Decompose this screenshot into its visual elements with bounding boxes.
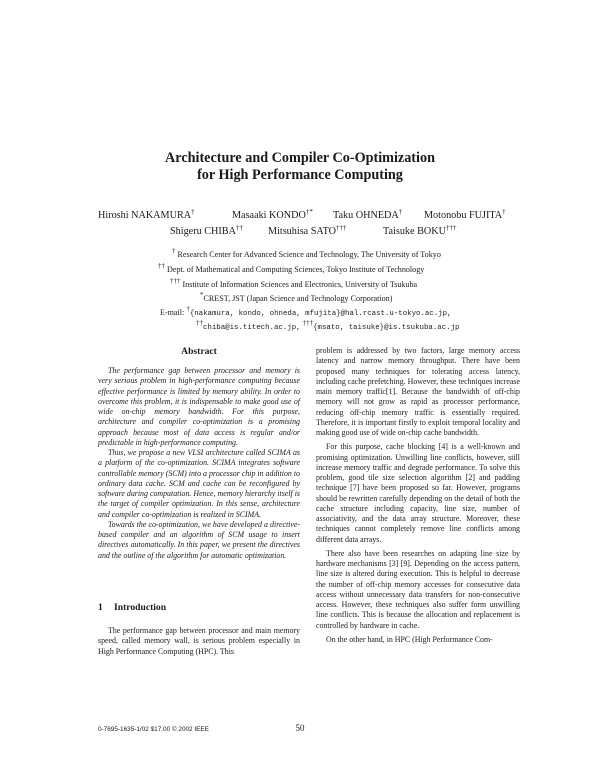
affiliation-text: Research Center for Advanced Science and Technology, The University of Tokyo bbox=[177, 250, 441, 259]
affiliation-1 bbox=[172, 246, 441, 260]
author-name: Masaaki KONDO bbox=[232, 210, 306, 221]
author-mark: ††† bbox=[445, 224, 457, 232]
abstract-paragraph: The performance gap between processor and memory is very serious problem in high-performance computing because effective performance is limited by memory ability. In order to overcome this problem, it is indispensable to make good use of wide on-chip memory bandwidth. For this purpose, architecture and compiler co-optimization is a promising approach because most of data access is regular and/or predictable in high-performance computing. bbox=[98, 366, 300, 447]
author-mark: ††† bbox=[336, 224, 347, 232]
affiliation-text: Dept. of Mathematical and Computing Sciences, Tokyo Institute of Technology bbox=[167, 265, 425, 274]
copyright-notice: 0-7695-1635-1/02 $17.00 © 2002 IEEE bbox=[98, 726, 209, 733]
affiliation-4 bbox=[200, 290, 392, 304]
section-heading bbox=[98, 602, 166, 613]
affiliation-text: CREST, JST (Japan Science and Technology Corporation) bbox=[203, 294, 393, 303]
section-number: 1 bbox=[98, 602, 103, 613]
email-line-1 bbox=[160, 304, 451, 319]
email-mark: †† bbox=[196, 319, 203, 327]
abstract-paragraph: Thus, we propose a new VLSI architecture called SCIMA as a platform of the co-optimization. SCIMA integrates software controllable memory (SCM) into a processor chip in addition to ordinary data cache. SCM and cache can be reconfigured by software during computation. Hence, memory hierarchy itself is the target of compiler optimization. In this sense, architecture and compiler co-optimization is realized in SCIMA. bbox=[98, 448, 300, 519]
paper-title-line2: for High Performance Computing bbox=[197, 167, 403, 183]
author-name: Motonobu FUJITA bbox=[424, 210, 503, 221]
introduction-body bbox=[98, 626, 300, 657]
author-mark: †† bbox=[235, 224, 243, 232]
affiliation-2 bbox=[158, 261, 424, 275]
affiliation-mark: †† bbox=[158, 262, 165, 270]
email-address: {nakamura, kondo, ohneda, mfujita}@hal.rcast.u-tokyo.ac.jp, bbox=[189, 310, 452, 318]
email-mark: ††† bbox=[302, 319, 314, 327]
author-mark: † bbox=[191, 208, 195, 216]
author-mark: † bbox=[398, 208, 403, 216]
author-6 bbox=[268, 224, 347, 237]
author-name: Taku OHNEDA bbox=[333, 210, 399, 221]
body-paragraph: There also have been researches on adapting line size by hardware mechanisms [3] [9]. Depending on the access pattern, line size is altered during execution. This is helpful to decrease the number of off-chip memory accesses for consecutive data access without unnecessary data transfers for non-consecutive access. However, these techniques also suffer form unwilling line conflicts. This is because the allocation and replacement is controlled by hardware in cache. bbox=[316, 548, 520, 630]
right-column-body bbox=[316, 346, 520, 645]
abstract-body bbox=[98, 366, 300, 561]
email-address: {msato, taisuke}@is.tsukuba.ac.jp bbox=[313, 324, 460, 332]
affiliation-mark: † bbox=[172, 247, 176, 255]
author-name: Hiroshi NAKAMURA bbox=[98, 210, 192, 221]
email-line-2 bbox=[196, 318, 459, 333]
author-name: Mitsuhisa SATO bbox=[268, 226, 337, 237]
author-mark: †* bbox=[305, 208, 313, 216]
author-7 bbox=[383, 224, 456, 237]
affiliation-mark: ††† bbox=[170, 277, 181, 285]
paper-title-line1: Architecture and Compiler Co-Optimization bbox=[165, 150, 435, 166]
author-5 bbox=[170, 224, 243, 237]
author-name: Taisuke BOKU bbox=[383, 226, 446, 237]
email-address: chiba@is.titech.ac.jp, bbox=[203, 324, 301, 332]
abstract-paragraph: Towards the co-optimization, we have developed a directive-based compiler and an algorithm of SCM usage to insert directives automatically. In this paper, we present the directives and the outline of the algorithm for automatic optimization. bbox=[98, 519, 300, 560]
body-paragraph: The performance gap between processor and main memory speed, called memory wall, is serious problem especially in High Performance Computing (HPC). This bbox=[98, 626, 300, 656]
affiliation-text: Institute of Information Sciences and Electronics, University of Tsukuba bbox=[182, 280, 418, 289]
author-4 bbox=[424, 208, 506, 221]
email-label: E-mail: bbox=[160, 308, 185, 317]
author-2 bbox=[232, 208, 313, 221]
author-1 bbox=[98, 208, 195, 221]
page-number: 50 bbox=[295, 723, 305, 733]
body-paragraph: problem is addressed by two factors, large memory access latency and narrow memory throughput. There have been proposed many techniques for tolerating access latency, including cache prefetching. However, these techniques increase main memory traffic[1]. Because the bandwidth of off-chip memory will not grow as rapid as processor performance, reducing off-chip memory traffic is essentially required. Therefore, it is important firstly to exploit temporal locality and making good use of wide on-chip cache bandwidth. bbox=[316, 346, 520, 437]
affiliation-3 bbox=[170, 276, 417, 290]
author-3 bbox=[333, 208, 402, 221]
abstract-heading: Abstract bbox=[181, 346, 217, 357]
email-mark: † bbox=[186, 305, 190, 313]
affiliation-mark: * bbox=[200, 291, 204, 299]
author-name: Shigeru CHIBA bbox=[170, 226, 236, 237]
body-paragraph: For this purpose, cache blocking [4] is a well-known and promising optimization. Unwilling line conflicts, however, still increase memory traffic and degrade performance. To solve this problem, good tile size selection algorithm [2] and padding technique [7] have been proposed so far. However, programs should be rewritten carefully depending on the detail of both the cache structure including capacity, line size, number of associativity, and the data array structure. Moreover, these techniques cannot completely remove line conflicts among different data arrays. bbox=[316, 442, 520, 544]
author-mark: † bbox=[502, 208, 506, 216]
body-paragraph: On the other hand, in HPC (High Performance Com- bbox=[326, 634, 493, 644]
section-title: Introduction bbox=[114, 602, 167, 613]
